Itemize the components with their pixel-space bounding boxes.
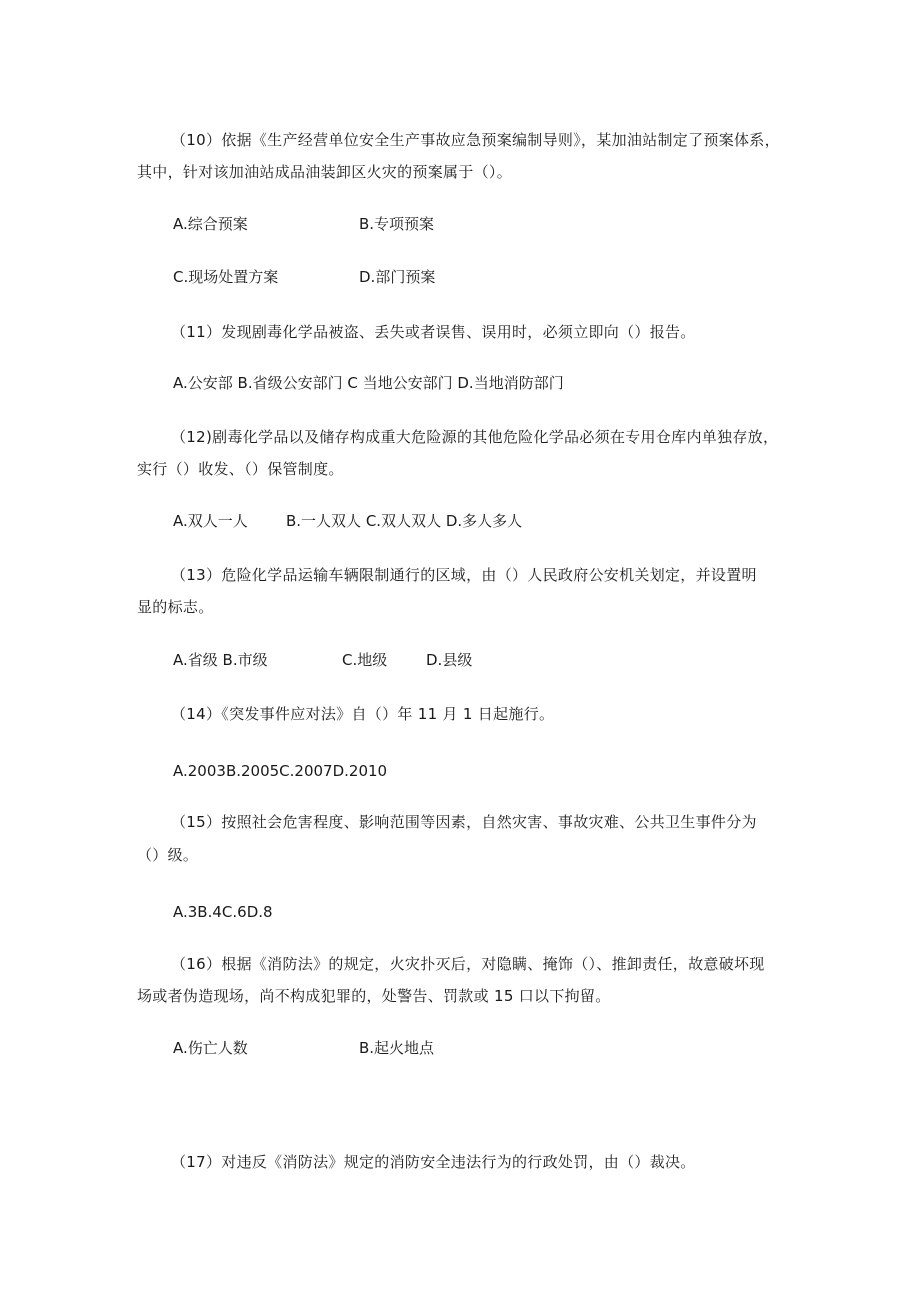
q10-option-a: A.综合预案 <box>173 215 248 233</box>
q16-text-line1: （16）根据《消防法》的规定，火灾扑灭后，对隐瞒、掩饰（）、推卸责任，故意破坏现 <box>171 955 765 973</box>
q17-text-line1: （17）对违反《消防法》规定的消防安全违法行为的行政处罚，由（）裁决。 <box>171 1153 696 1171</box>
q11-options: A.公安部 B.省级公安部门 C 当地公安部门 D.当地消防部门 <box>173 374 564 392</box>
q13-option-c: C.地级 <box>342 651 388 669</box>
q11-text-line1: （11）发现剧毒化学品被盗、丢失或者误售、误用时，必须立即向（）报告。 <box>171 323 696 341</box>
q16-option-a: A.伤亡人数 <box>173 1039 248 1057</box>
q12-text-line1: （12)剧毒化学品以及储存构成重大危险源的其他危险化学品必须在专用仓库内单独存放， <box>171 428 779 446</box>
q10-option-c: C.现场处置方案 <box>173 268 279 286</box>
q13-options-ab: A.省级 B.市级 <box>173 651 268 669</box>
q10-text-line2: 其中，针对该加油站成品油装卸区火灾的预案属于（）。 <box>137 163 513 181</box>
q15-options: A.3B.4C.6D.8 <box>173 903 273 921</box>
q12-options-rest: B.一人双人 C.双人双人 D.多人多人 <box>286 512 523 530</box>
q16-option-b: B.起火地点 <box>359 1039 435 1057</box>
q13-option-d: D.县级 <box>426 651 473 669</box>
q10-text-line1: （10）依据《生产经营单位安全生产事故应急预案编制导则》，某加油站制定了预案体系， <box>171 131 780 149</box>
q15-text-line1: （15）按照社会危害程度、影响范围等因素，自然灾害、事故灾难、公共卫生事件分为 <box>171 813 757 831</box>
q12-option-a: A.双人一人 <box>173 512 248 530</box>
q15-text-line2: （）级。 <box>137 846 199 864</box>
q10-option-d: D.部门预案 <box>359 268 436 286</box>
q13-text-line1: （13）危险化学品运输车辆限制通行的区域，由（）人民政府公安机关划定，并设置明 <box>171 566 757 584</box>
q10-option-b: B.专项预案 <box>359 215 435 233</box>
q16-text-line2: 场或者伪造现场，尚不构成犯罪的，处警告、罚款或 15 口以下拘留。 <box>137 987 611 1005</box>
q12-text-line2: 实行（）收发、（）保管制度。 <box>137 460 344 478</box>
q13-text-line2: 显的标志。 <box>137 598 214 616</box>
q14-text-line1: （14）《突发事件应对法》自（）年 11 月 1 日起施行。 <box>171 705 555 723</box>
q14-options: A.2003B.2005C.2007D.2010 <box>173 762 388 780</box>
